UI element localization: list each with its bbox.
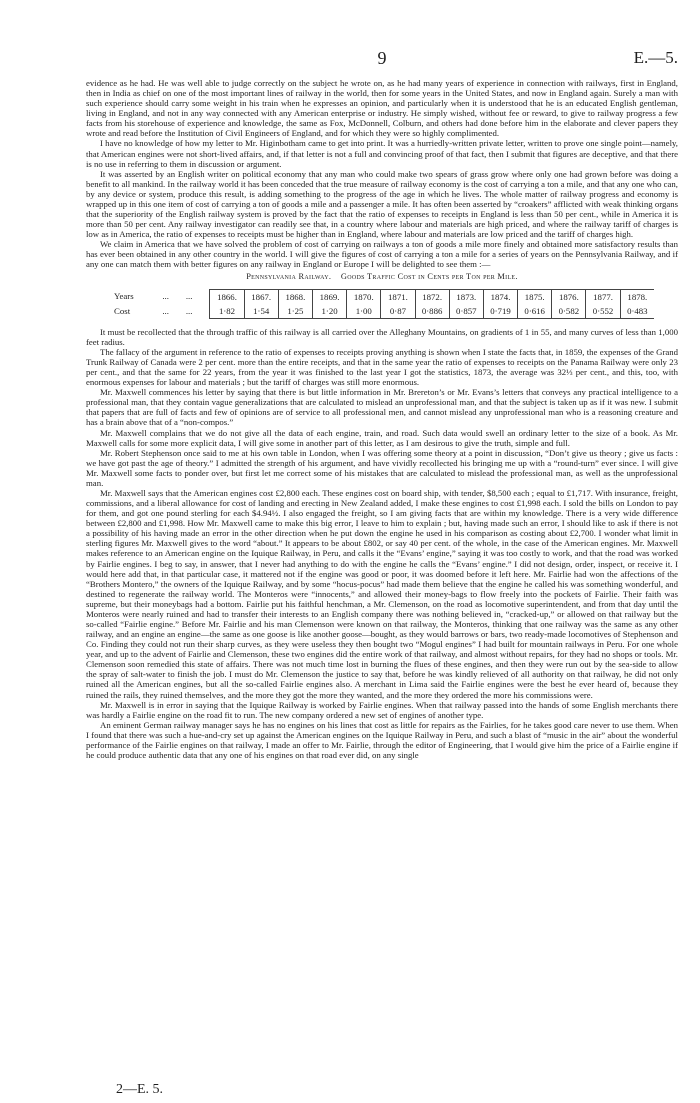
paragraphs-before (86, 78, 678, 269)
table-row-cost (110, 304, 654, 319)
page-number: 9 (377, 48, 387, 68)
paragraphs-after (86, 327, 678, 760)
table-cell-year: 1871. (381, 289, 415, 304)
table-cell-cost: 0·582 (552, 304, 586, 319)
row-label-years: Years (114, 291, 134, 302)
table-cell-year: 1866. (210, 289, 244, 304)
row-leader-dots: ... (162, 291, 169, 302)
table-cell-year: 1873. (449, 289, 483, 304)
table-caption-railway: Pennsylvania Railway. (246, 272, 332, 282)
table-caption-title: Goods Traffic Cost in Cents per Ton per Mile. (340, 272, 518, 282)
table-cell-year: 1869. (312, 289, 346, 304)
paragraph: Mr. Robert Stephenson once said to me at his own table in London, when I was offering some theory at a point in discussion, “Don’t give us theory ; give us facts : we have got past the age of theory.” I admitted the strength of his argument, and have vividly recollected his bringing me up with a “round-turn” ever since. I will give Mr. Maxwell some facts to ponder over, but first let me correct some of his mistakes that are calculated to mislead the professional man, as well as the unprofessional man. (86, 447, 678, 488)
document-code: E.—5. (633, 48, 678, 67)
row-leader-dots: ... (185, 291, 193, 302)
table-cell-cost: 0·886 (415, 304, 449, 319)
table-cell-cost: 1·20 (312, 304, 346, 319)
goods-traffic-table (110, 289, 654, 319)
table-cell-cost: 0·483 (620, 304, 654, 319)
page-footer-signature: 2—E. 5. (116, 1082, 164, 1097)
paragraph: Mr. Maxwell says that the American engines cost £2,800 each. These engines cost on board ship, with tender, $8,500 each ; equal to £1,717. With insurance, freight, commissions, and a liberal allowance for cost of landing and erecting in New Zealand added, I make these engines to cost £1,998 each. I sold the bills on London to pay for them, and got one pound sterling for each $4.94½. I also engaged the freight, so I am giving facts that are within my knowledge. There is a very wide difference between £2,800 and £1,998. How Mr. Maxwell came to make this big error, I leave to him to explain ; but, having made such an error, I should like to ask if there is not a possibility of his having made an error in the other direction when he put down the engine he used in his comparison as costing about £2,700. I wonder what limit in sterling figures Mr. Maxwell gives to the word “about.” It appears to be about £802, or say 40 per cent. of the whole, in the case of the American engines. Mr. Maxwell makes reference to an American engine on the Iquique Railway, in Peru, and calls it the “Evans’ engine,” saying it was too costly to work, and that the road was worked by Fairlie engines. I beg to say, in answer, that I never had anything to do with the engine he calls the “Evans’ engine.” I did not design, order, inspect, or receive it. I would here add that, in that particular case, it mattered not if the engine was good or poor, it was doomed before it left here. Mr. Fairlie had won the affections of the “Brothers Montero,” the owners of the Iquique Railway, and by some “hocus-pocus” had made them believe that the engine he called his was something wonderful, and destined to regenerate the railway world. The Monteros were “innocents,” and allowed their money-bags to flow freely into the pockets of Fairlie. Their faith was supreme, but their moneybags had a bottom. Fairlie put his faithful henchman, a Mr. Clemenson, on the road as locomotive superintendent, and from that day until the Monteros were nearly ruined and had to transfer their interests to an English company there was nothing believed in, “cracked-up,” or allowed on that railway but the so-called “Fairlie engine.” Before Mr. Fairlie and his man Clemenson were known on that railway, the Monteros, thinking that one railway was the same as any other railway, and an engine an engine—the same as one goose is like another goose—bought, as they would barrows or bars, two ready-made locomotives of Stephenson and Co. Finding they could not run their sharp curves, as they were useless they then bought two “Mogul engines” I had built for mountain railways in Peru. For one whole year, and up to the advent of Fairlie and Clemenson, these two engines did the entire work of that railway, and almost without repairs, for they had no shops or tools. Mr. Clemenson soon remedied this state of affairs. There was not much time lost in burning the flues of these engines, and then they were run out by the sea-side to allow the spray of salt-water to finish the job. I must do Mr. Clemenson the justice to say that, before he was kindly relieved of all authority on that railway, he did not only ruined all the American engines, but all the so-called Fairlie engines also. A merchant in Lima said the Fairlie engines were the best he ever heard of, because they ruined the rails, they ruined themselves, and the more they got the more they wanted, and the more they ordered the more his commissions were. (86, 487, 678, 700)
table-cell-year: 1870. (347, 289, 381, 304)
row-leader-dots: ... (162, 305, 169, 316)
table-cell-year: 1878. (620, 289, 654, 304)
table-cell-cost: 0·87 (381, 304, 415, 319)
paragraph: It was asserted by an English writer on political economy that any man who could make two spears of grass grow where only one had grown before was doing a benefit to all mankind. In the railway world it has been conceded that the true measure of railway economy is the cost of carrying a ton a mile, and that any one who can, by any device or system, produce this result, is adding something to the progress of the age in which he lives. The whole matter of railway progress and economy is wrapped up in this one item of cost of carrying a ton of goods a mile and a passenger a mile. It has often been asserted by “croakers” afflicted with weak thinking organs that the superiority of the English railway system is proved by the fact that the ratio of expenses to receipts in England is less than 50 per cent., while in America it is more than 50 per cent. Any railway investigator can readily see that, in a country where labour and materials are high priced, and where the railway tariff of charges is low as in America, the ratio of expenses to receipts must be higher than in England, where labour and materials are low priced and the tariff of charges high. (86, 168, 678, 240)
paragraph: Mr. Maxwell commences his letter by saying that there is but little information in Mr. Brereton’s or Mr. Evans’s letters that conveys any practical intelligence to a professional man, that they contain vague generalizations that are calculated to mislead an unprofessional man, and that the subject is taken up as if it was new. I submit that papers that are full of facts and few of opinions are of service to all professional men, and cannot mislead any unprofessional man who is a reasoning creature and has a brain above that of a “non-compos.” (86, 387, 678, 428)
row-label-cost: Cost (114, 305, 131, 316)
table-cell-year: 1867. (244, 289, 278, 304)
table-cell-cost: 0·552 (586, 304, 620, 319)
table-cell-year: 1875. (518, 289, 552, 304)
table-caption (86, 272, 678, 282)
table-cell-cost: 0·719 (483, 304, 517, 319)
table-cell-year: 1872. (415, 289, 449, 304)
table-cell-year: 1876. (552, 289, 586, 304)
body-text (86, 78, 678, 760)
paragraph: Mr. Maxwell complains that we do not give all the data of each engine, train, and road. Such data would swell an ordinary letter to the size of a book. As Mr. Maxwell calls for some more explicit data, I will give some in another part of this letter, as I am desirous to give the truth, simple and full. (86, 427, 678, 448)
table-cell-year: 1874. (483, 289, 517, 304)
paragraph: An eminent German railway manager says he has no engines on his lines that cost as little for repairs as the Fairlies, for he takes good care never to use them. When I found that there was such a hue-and-cry set up against the American engines on the Iquique Railway in Peru, and such a blast of “music in the air” about the wonderful performance of the Fairlie engines on that railway, I made an offer to Mr. Fairlie, through the editor of Engineering, that I would give him the price of a Fairlie engine if he could produce authentic data that any one of his engines on that road ever did, on any single (86, 719, 678, 760)
paragraph: We claim in America that we have solved the problem of cost of carrying on railways a ton of goods a mile more finely and obtained more satisfactory results than has ever been obtained in any other country in the world. I will give the figures of cost of carrying a ton a mile for a series of years on the Pennsylvania Railway, and if any one can match them with better figures on any railway in England or Europe I will be delighted to see them :— (86, 239, 678, 270)
table-cell-cost: 1·54 (244, 304, 278, 319)
row-leader-dots: ... (185, 305, 193, 316)
table-cell-year: 1868. (278, 289, 312, 304)
page-header (86, 48, 678, 68)
table-cell-cost: 0·616 (518, 304, 552, 319)
table-row-years (110, 289, 654, 304)
table-cell-year: 1877. (586, 289, 620, 304)
paragraph: The fallacy of the argument in reference to the ratio of expenses to receipts proving anything is shown when I state the facts that, in 1859, the expenses of the Grand Trunk Railway of Canada were 2 per cent. more than the entire receipts, and that in the same year the ratio of expenses to receipts on the Panama Railway were only 23 per cent., and that the same for 22 years, from the year it was finished to the last year I got the statistics, 1873, the average was 32⅓ per cent., and this, too, with enormous expenses for labour and materials ; but the tariff of charges was still more enormous. (86, 346, 678, 388)
paragraph: I have no knowledge of how my letter to Mr. Higinbotham came to get into print. It was a hurriedly-written private letter, written to prove one single point—namely, that American engines were not short-lived affairs, and, if that letter is not a full and convincing proof of that fact, then I submit that figures are deceptive, and that there is no use in referring to them in discussion or argument. (86, 138, 678, 169)
table-cell-cost: 1·25 (278, 304, 312, 319)
table-cell-cost: 1·00 (347, 304, 381, 319)
table-cell-cost: 1·82 (210, 304, 244, 319)
table-cell-cost: 0·857 (449, 304, 483, 319)
paragraph: It must be recollected that the through traffic of this railway is all carried over the Alleghany Mountains, on gradients of 1 in 55, and many curves of less than 1,000 feet radius. (86, 326, 678, 347)
paragraph: evidence as he had. He was well able to judge correctly on the subject he wrote on, as he had many years of experience in connection with railways, first in England, then in India as chief on one of the most important lines of railway in the world, then for some years in the United States, and now in England again. Surely a man with such experience should carry some weight in his train when he expresses an opinion, and particularly when it is understood that he is an educated English gentleman, living in England, and not in any way connected with any American enterprise or industry. He simply wished, without fee or reward, to give to railway progress a few facts from his storehouse of experience and knowledge, the same as Fox, McDonnell, Colburn, and others had done before him in the elaborate and clever papers they wrote and read before the Institution of Civil Engineers of England, and for which they were so highly complimented. (86, 78, 678, 139)
paragraph: Mr. Maxwell is in error in saying that the Iquique Railway is worked by Fairlie engines. When that railway passed into the hands of some English merchants there was hardly a Fairlie engine on the road fit to run. The new company ordered a new set of engines of another type. (86, 699, 678, 720)
